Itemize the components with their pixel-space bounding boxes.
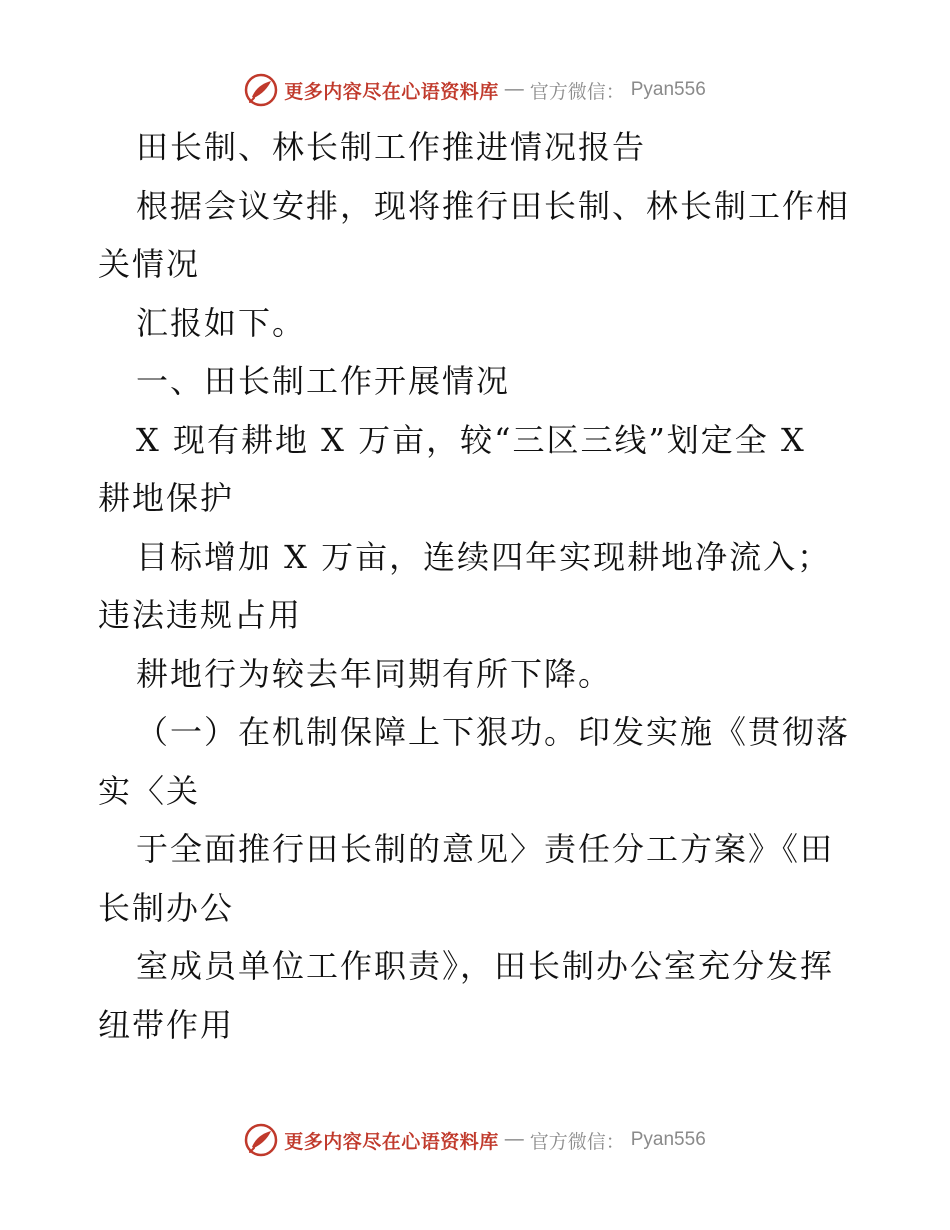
banner-wechat-id: Pyan556 — [630, 79, 706, 100]
banner-label: 官方微信： — [529, 80, 625, 103]
paragraph-line: 纽带作用 — [98, 1005, 235, 1044]
banner-site-text: 更多内容尽在心语资料库 — [284, 80, 499, 103]
paragraph-line: 违法违规占用 — [98, 596, 303, 634]
header-banner — [0, 72, 950, 108]
banner-wechat-id: Pyan556 — [630, 1129, 706, 1150]
paragraph-line: 实〈关 — [98, 771, 201, 810]
pen-logo-icon — [244, 1123, 278, 1157]
paragraph-line: 目标增加 X 万亩，连续四年实现耕地净流入； — [136, 537, 832, 576]
footer-banner — [0, 1122, 950, 1158]
document-title: 田长制、林长制工作推进情况报告 — [136, 128, 647, 166]
paragraph-line: 耕地保护 — [98, 479, 235, 517]
paragraph-line: 长制办公 — [98, 888, 235, 927]
document-body — [98, 118, 858, 1054]
paragraph-line: 室成员单位工作职责》，田长制办公室充分发挥 — [136, 947, 835, 985]
banner-site-text: 更多内容尽在心语资料库 — [284, 1130, 499, 1153]
banner-separator: — — [504, 79, 524, 100]
paragraph-line: （一）在机制保障上下狠功。印发实施《贯彻落 — [136, 713, 851, 751]
pen-logo-icon — [244, 73, 278, 107]
paragraph-line: X 现有耕地 X 万亩，较“三区三线”划定全 X — [136, 420, 806, 459]
banner-label: 官方微信： — [529, 1130, 625, 1153]
banner-separator: — — [504, 1129, 524, 1150]
paragraph-line: 根据会议安排，现将推行田长制、林长制工作相 — [136, 186, 851, 225]
paragraph-line: 于全面推行田长制的意见〉责任分工方案》《田 — [136, 830, 835, 868]
section-heading: 一、田长制工作开展情况 — [136, 362, 511, 400]
paragraph-line: 耕地行为较去年同期有所下降。 — [136, 654, 613, 693]
paragraph-line: 汇报如下。 — [136, 303, 307, 342]
paragraph-line: 关情况 — [98, 245, 201, 283]
